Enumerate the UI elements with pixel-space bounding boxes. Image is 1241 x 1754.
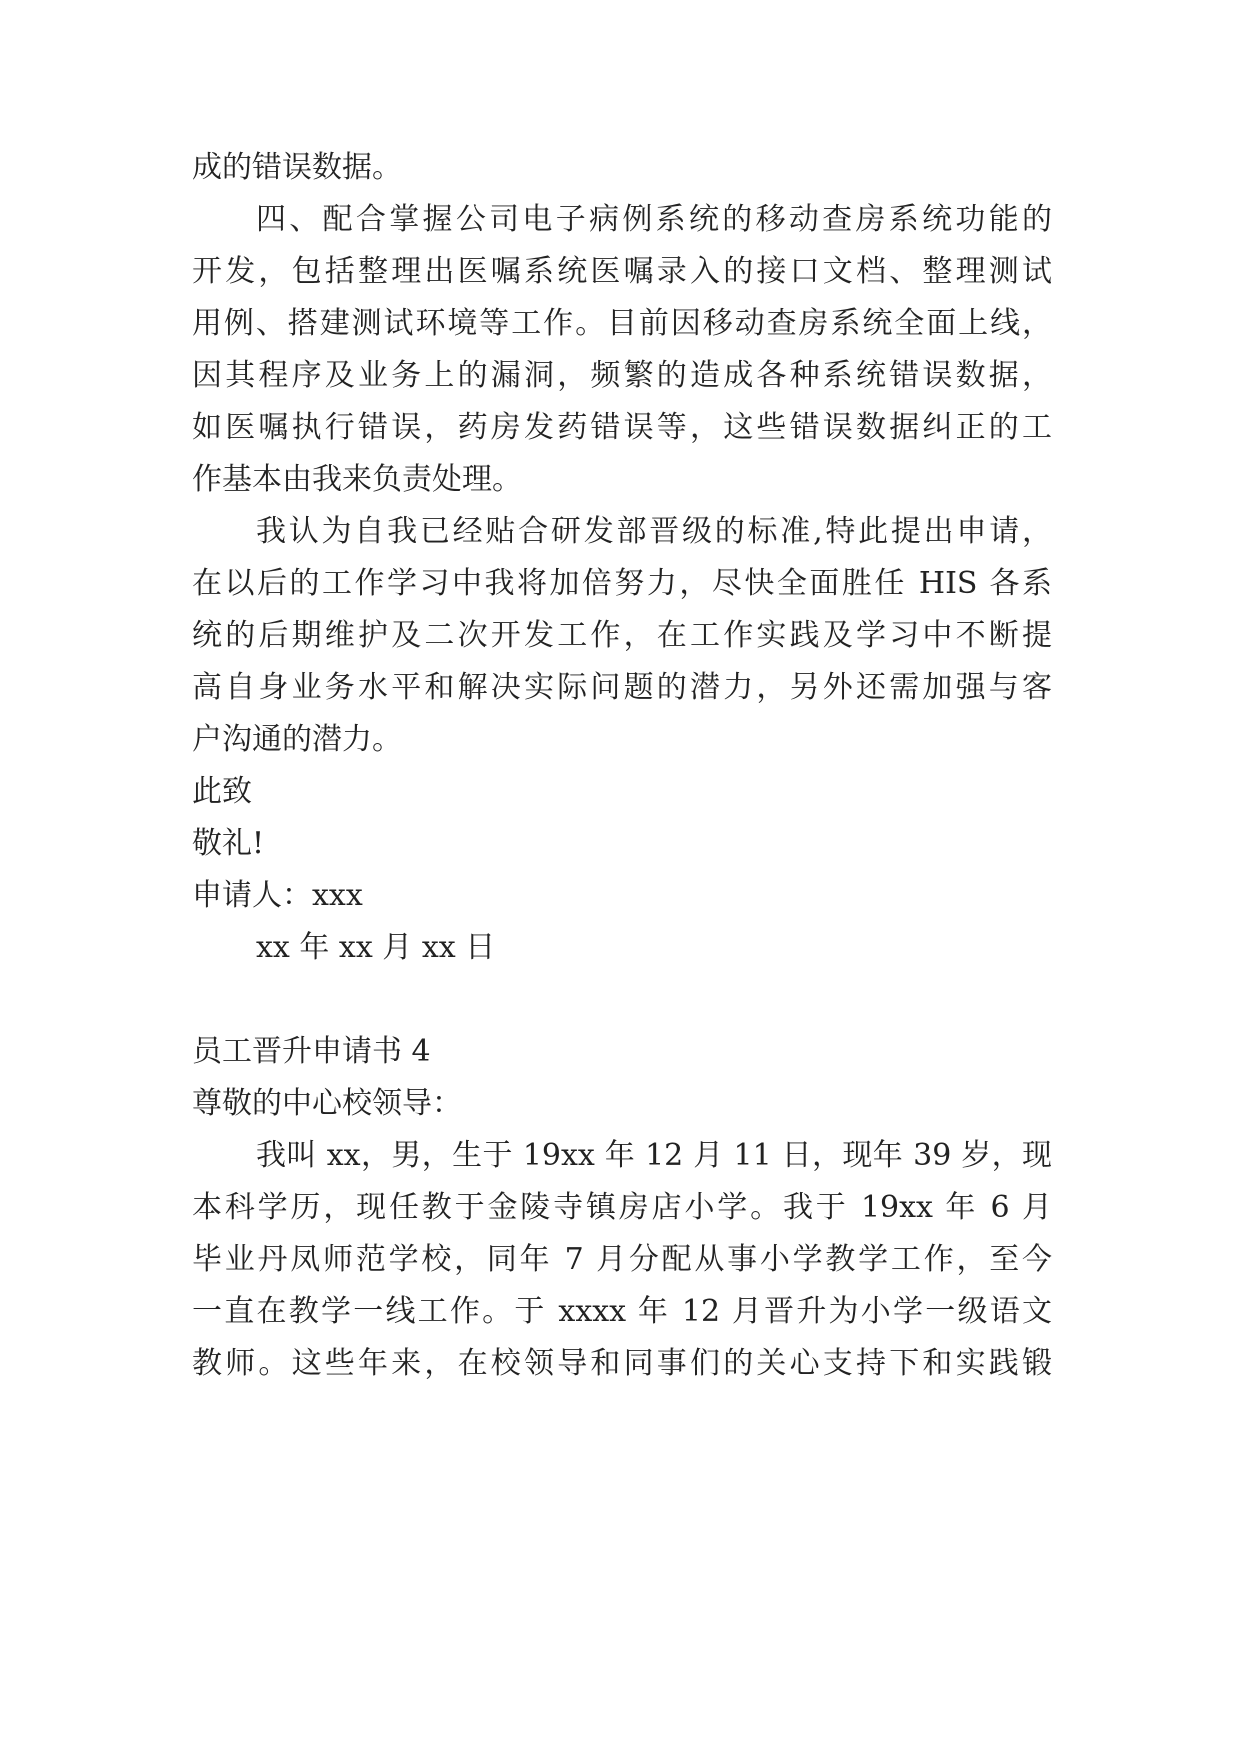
text-line: 我叫 xx，男，生于 19xx 年 12 月 11 日，现年 39 岁，现 — [256, 1138, 1052, 1173]
letter-salutation: 尊敬的中心校领导： — [192, 1086, 462, 1121]
text-line: 作基本由我来负责处理。 — [192, 462, 522, 497]
text-line: 高自身业务水平和解决实际问题的潜力，另外还需加强与客 — [192, 670, 1052, 705]
text-line: 开发，包括整理出医嘱系统医嘱录入的接口文档、整理测试 — [192, 254, 1052, 289]
text-line: 四、配合掌握公司电子病例系统的移动查房系统功能的 — [256, 202, 1052, 237]
text-line: 毕业丹凤师范学校，同年 7 月分配从事小学教学工作，至今 — [192, 1242, 1052, 1277]
text-line: 我认为自我已经贴合研发部晋级的标准,特此提出申请， — [256, 514, 1052, 549]
text-line: 如医嘱执行错误，药房发药错误等，这些错误数据纠正的工 — [192, 410, 1052, 445]
text-line: 一直在教学一线工作。于 xxxx 年 12 月晋升为小学一级语文 — [192, 1294, 1052, 1329]
closing-salutation: 此致 — [192, 774, 252, 809]
section-title: 员工晋升申请书 4 — [192, 1034, 431, 1069]
text-line: 成的错误数据。 — [192, 150, 402, 185]
text-line: 在以后的工作学习中我将加倍努力，尽快全面胜任 HIS 各系 — [192, 566, 1052, 601]
text-line: 统的后期维护及二次开发工作，在工作实践及学习中不断提 — [192, 618, 1052, 653]
text-line: 教师。这些年来，在校领导和同事们的关心支持下和实践锻 — [192, 1346, 1052, 1381]
signature-date: xx 年 xx 月 xx 日 — [256, 930, 496, 965]
text-line: 本科学历，现任教于金陵寺镇房店小学。我于 19xx 年 6 月 — [192, 1190, 1052, 1225]
text-line: 用例、搭建测试环境等工作。目前因移动查房系统全面上线， — [192, 306, 1052, 341]
closing-regards: 敬礼! — [192, 826, 265, 861]
applicant-signature: 申请人：xxx — [192, 878, 363, 913]
text-line: 户沟通的潜力。 — [192, 722, 402, 757]
text-line: 因其程序及业务上的漏洞，频繁的造成各种系统错误数据， — [192, 358, 1052, 393]
